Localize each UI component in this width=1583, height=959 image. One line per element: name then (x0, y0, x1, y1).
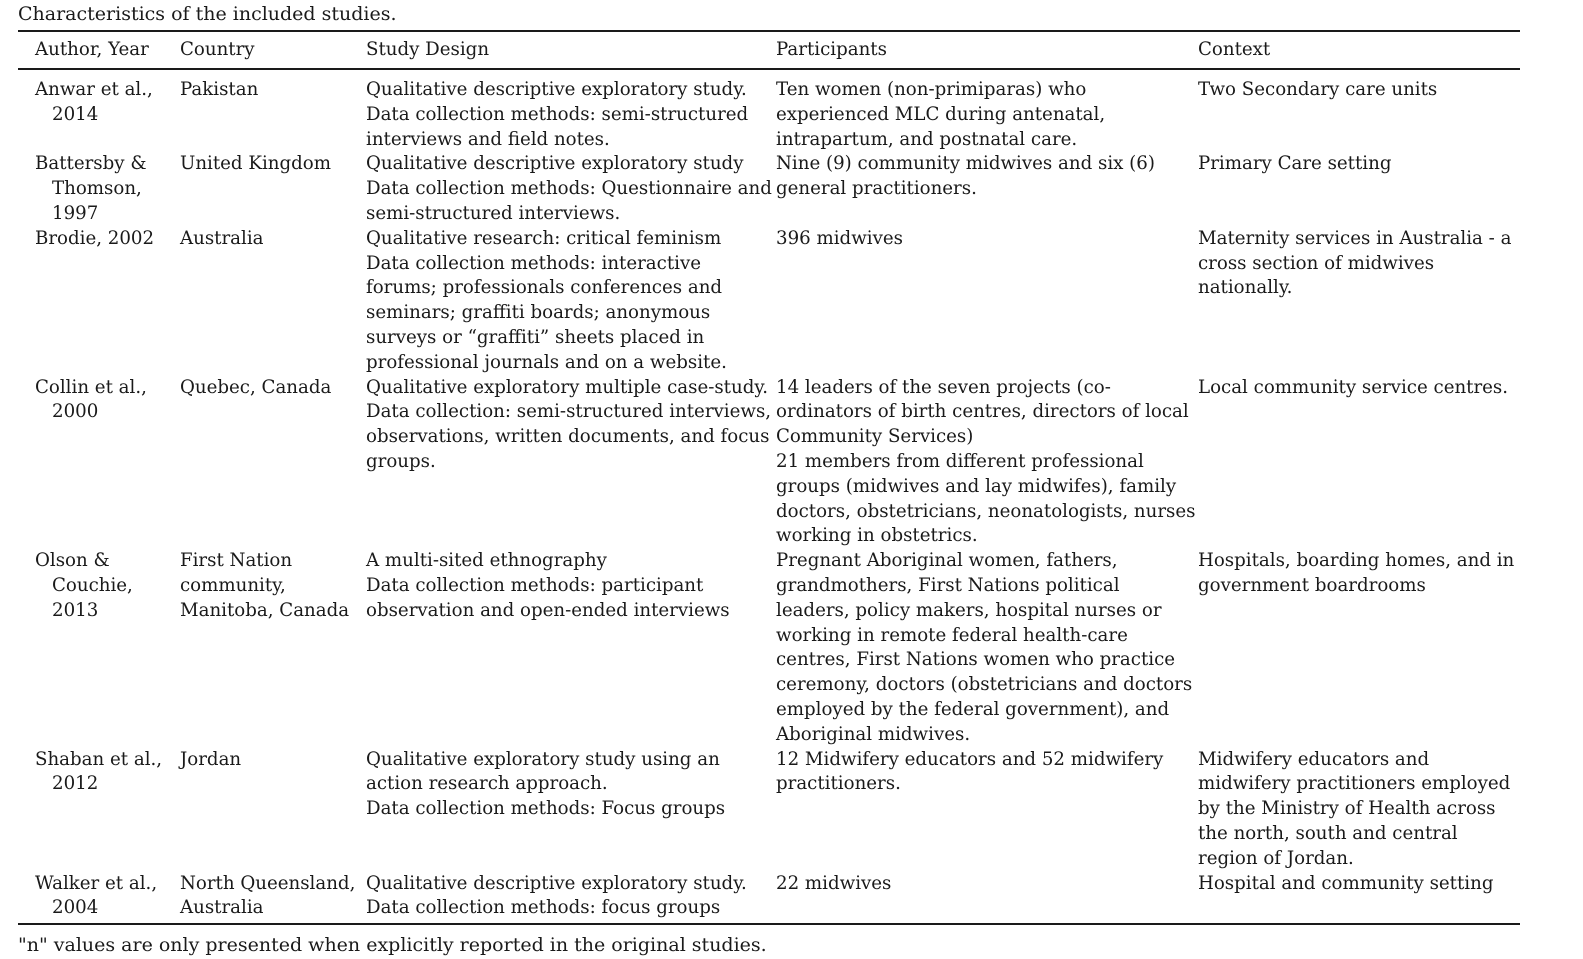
cell-participants (776, 152, 1198, 226)
header-study-design: Study Design (366, 38, 490, 60)
header-author: Author, Year (35, 38, 149, 60)
author-year-text: Olson & Couchie, 2013 (35, 550, 133, 621)
table-row (18, 872, 1520, 925)
cell-author (18, 748, 180, 872)
study-design-line: Qualitative descriptive exploratory study (366, 153, 744, 175)
author-year-text: Collin et al., 2000 (35, 376, 147, 423)
author-year-text: Walker et al., 2004 (35, 872, 158, 919)
cell-author (18, 376, 180, 550)
cell-country: Quebec, Canada (180, 376, 332, 398)
study-design-line: Qualitative exploratory study using an action research approach. (366, 748, 720, 795)
header-participants: Participants (776, 38, 887, 60)
cell-study-design (366, 872, 776, 925)
cell-country: United Kingdom (180, 153, 331, 175)
table-row (18, 69, 1520, 152)
cell-context: Maternity services in Australia - a cross section of midwives nationally. (1198, 227, 1512, 299)
author-year-text: Brodie, 2002 (35, 227, 155, 249)
table-row (18, 376, 1520, 550)
table-row (18, 227, 1520, 376)
cell-study-design (366, 549, 776, 747)
cell-context: Hospital and community setting (1198, 872, 1494, 894)
cell-study-design (366, 69, 776, 152)
study-design-line: Qualitative exploratory multiple case-study. (366, 376, 768, 398)
cell-country: Australia (180, 227, 264, 249)
table-footnote: "n" values are only presented when explicitly reported in the original studies. (18, 934, 767, 957)
table-body (18, 69, 1520, 924)
cell-participants (776, 872, 1198, 925)
study-design-line: Qualitative descriptive exploratory study. (366, 872, 747, 894)
cell-context: Local community service centres. (1198, 376, 1509, 398)
study-design-line: Data collection methods: interactive forums; professionals conferences and seminars; graffiti boards; anonymous surveys or “graffiti” sheets placed in professional journals and on a website. (366, 252, 727, 373)
cell-author (18, 69, 180, 152)
table-row (18, 549, 1520, 747)
cell-context: Two Secondary care units (1198, 79, 1438, 100)
study-design-line: A multi-sited ethnography (366, 550, 607, 572)
author-year-text: Anwar et al., 2014 (35, 79, 153, 125)
study-design-line: Qualitative descriptive exploratory study. (366, 79, 747, 100)
study-design-line: Data collection methods: semi-structured interviews and field notes. (366, 103, 749, 150)
participants-line: Nine (9) community midwives and six (6) general practitioners. (776, 153, 1155, 200)
participants-line: 396 midwives (776, 227, 903, 249)
cell-context: Midwifery educators and midwifery practitioners employed by the Ministry of Health across the north, south and central region of Jordan. (1198, 748, 1511, 869)
header-country: Country (180, 38, 255, 60)
cell-participants (776, 748, 1198, 872)
header-context: Context (1198, 38, 1271, 60)
cell-country: First Nation community, Manitoba, Canada (180, 550, 350, 621)
cell-participants (776, 227, 1198, 376)
study-design-line: Data collection: semi-structured interviews, observations, written documents, and focus groups. (366, 401, 772, 472)
table-caption: Characteristics of the included studies. (18, 3, 397, 25)
cell-country: Jordan (180, 748, 242, 770)
author-year-text: Battersby & Thomson, 1997 (35, 153, 147, 224)
cell-author (18, 549, 180, 747)
cell-study-design (366, 748, 776, 872)
cell-participants (776, 69, 1198, 152)
cell-author (18, 227, 180, 376)
studies-table (18, 30, 1520, 925)
table-header (18, 31, 1520, 69)
participants-line: 14 leaders of the seven projects (co-ordinators of birth centres, directors of local Community Services) (776, 376, 1189, 448)
cell-study-design (366, 152, 776, 226)
participants-line: Ten women (non-primiparas) who experienced MLC during antenatal, intrapartum, and postnatal care. (776, 79, 1106, 150)
participants-line: 22 midwives (776, 872, 892, 894)
cell-context: Primary Care setting (1198, 153, 1392, 175)
cell-context: Hospitals, boarding homes, and in government boardrooms (1198, 550, 1515, 596)
study-design-line: Qualitative research: critical feminism (366, 227, 722, 249)
study-design-line: Data collection methods: Questionnaire and semi-structured interviews. (366, 178, 772, 224)
participants-line: 21 members from different professional groups (midwives and lay midwifes), family doctors, obstetricians, neonatologists, nurses working in obstetrics. (776, 450, 1196, 547)
cell-participants (776, 549, 1198, 747)
study-design-line: Data collection methods: focus groups (366, 897, 721, 919)
document-page (18, 0, 1520, 959)
cell-author (18, 872, 180, 925)
table-row (18, 152, 1520, 226)
cell-country: Pakistan (180, 79, 259, 100)
cell-study-design (366, 376, 776, 550)
study-design-line: Data collection methods: Focus groups (366, 798, 726, 820)
participants-line: Pregnant Aboriginal women, fathers, grandmothers, First Nations political leaders, policy makers, hospital nurses or working in remote federal health-care centres, First Nations women who practice ceremony, doctors (obstetricians and doctors employed by the federal government), and Aboriginal midwives. (776, 550, 1193, 745)
cell-participants (776, 376, 1198, 550)
header-row (18, 31, 1520, 69)
cell-country: North Queensland, Australia (180, 872, 356, 919)
author-year-text: Shaban et al., 2012 (35, 748, 163, 795)
table-row (18, 748, 1520, 872)
participants-line: 12 Midwifery educators and 52 midwifery practitioners. (776, 748, 1164, 795)
cell-study-design (366, 227, 776, 376)
study-design-line: Data collection methods: participant observation and open-ended interviews (366, 574, 730, 621)
cell-author (18, 152, 180, 226)
